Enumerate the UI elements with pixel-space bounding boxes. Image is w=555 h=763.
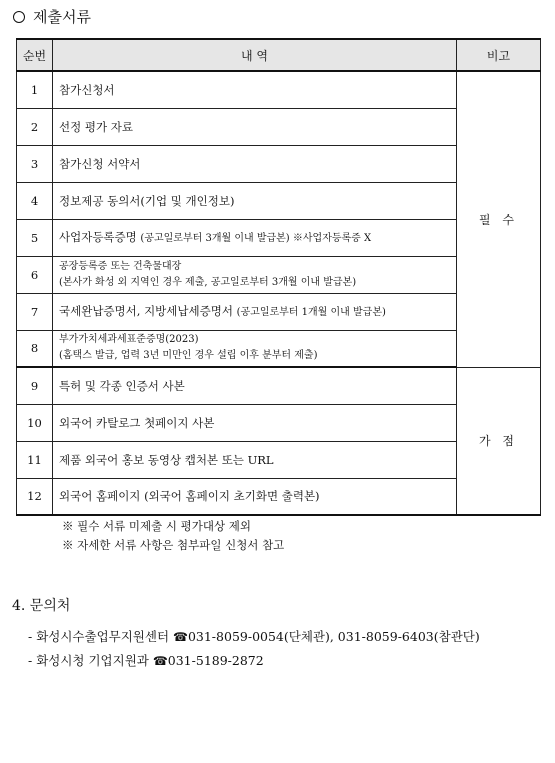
contact-item [28,651,264,669]
row-item-line: 참가신청서 [59,82,115,97]
contact-item [28,627,480,645]
table-row [17,367,541,404]
row-num: 12 [17,478,53,515]
section-title-text: 제출서류 [33,8,91,26]
note-required: 필 수 [457,71,541,367]
row-item-line: 참가신청 서약서 [59,156,141,171]
row-item-line: 정보제공 동의서(기업 및 개인정보) [59,193,235,208]
row-num: 1 [17,71,53,108]
row-num: 8 [17,330,53,367]
row-item [53,256,457,293]
phone-icon: ☎ [152,654,168,668]
row-item-line: (본사가 화성 외 지역인 경우 제출, 공고일로부터 3개월 이내 발급본) [59,276,357,288]
header-num: 순번 [17,39,53,71]
contact-prefix: - 화성시수출업무지원센터 [28,629,173,644]
section-title [12,6,91,28]
row-item-main: 국세완납증명서, 지방세납세증명서 [59,303,233,318]
row-item-line: 외국어 홈페이지 (외국어 홈페이지 초기화면 출력본) [59,489,320,504]
contact-prefix: - 화성시청 기업지원과 [28,653,153,668]
row-item-line: 외국어 카탈로그 첫페이지 사본 [59,415,215,430]
row-item [53,330,457,367]
table-row [17,71,541,108]
row-num: 7 [17,293,53,330]
table-notes [62,517,284,555]
row-num: 3 [17,145,53,182]
row-item-small: (공고일로부터 3개월 이내 발급본) ※사업자등록증 X [140,232,372,244]
row-num: 9 [17,367,53,404]
row-item [53,404,457,441]
row-item [53,182,457,219]
row-num: 10 [17,404,53,441]
circle-bullet-icon [13,11,25,23]
row-item-main: 사업자등록증명 [59,229,137,244]
row-item [53,71,457,108]
row-num: 2 [17,108,53,145]
row-item [53,108,457,145]
row-item-line: (홈택스 발급, 업력 3년 미만인 경우 설립 이후 분부터 제출) [59,350,318,362]
phone-icon: ☎ [173,630,188,644]
documents-table [16,38,541,516]
note-line: ※ 자세한 서류 사항은 첨부파일 신청서 참고 [62,538,285,552]
row-item [53,145,457,182]
row-num: 5 [17,219,53,256]
row-item-line: 선정 평가 자료 [59,119,133,134]
contact-phone: 031-8059-0054(단체관), 031-8059-6403(참관단) [187,629,480,644]
contact-title: 4. 문의처 [12,598,71,614]
row-item [53,293,457,330]
row-item-line: 공장등록증 또는 건축물대장 [59,260,182,272]
row-item [53,478,457,515]
row-item [53,367,457,404]
note-bonus: 가 점 [457,367,541,515]
row-item [53,441,457,478]
contact-phone: 031-5189-2872 [167,653,264,668]
row-item-line: 특허 및 각종 인증서 사본 [59,378,185,393]
header-content: 내 역 [53,39,457,71]
row-num: 11 [17,441,53,478]
row-item [53,219,457,256]
header-note: 비고 [457,39,541,71]
row-item-line: 제품 외국어 홍보 동영상 캡처본 또는 URL [59,452,274,467]
row-num: 6 [17,256,53,293]
row-item-small: (공고일로부터 1개월 이내 발급본) [236,306,386,318]
note-line: ※ 필수 서류 미제출 시 평가대상 제외 [62,519,251,533]
row-num: 4 [17,182,53,219]
table-header-row [17,39,541,71]
row-item-line: 부가가치세과세표준증명(2023) [59,334,199,346]
